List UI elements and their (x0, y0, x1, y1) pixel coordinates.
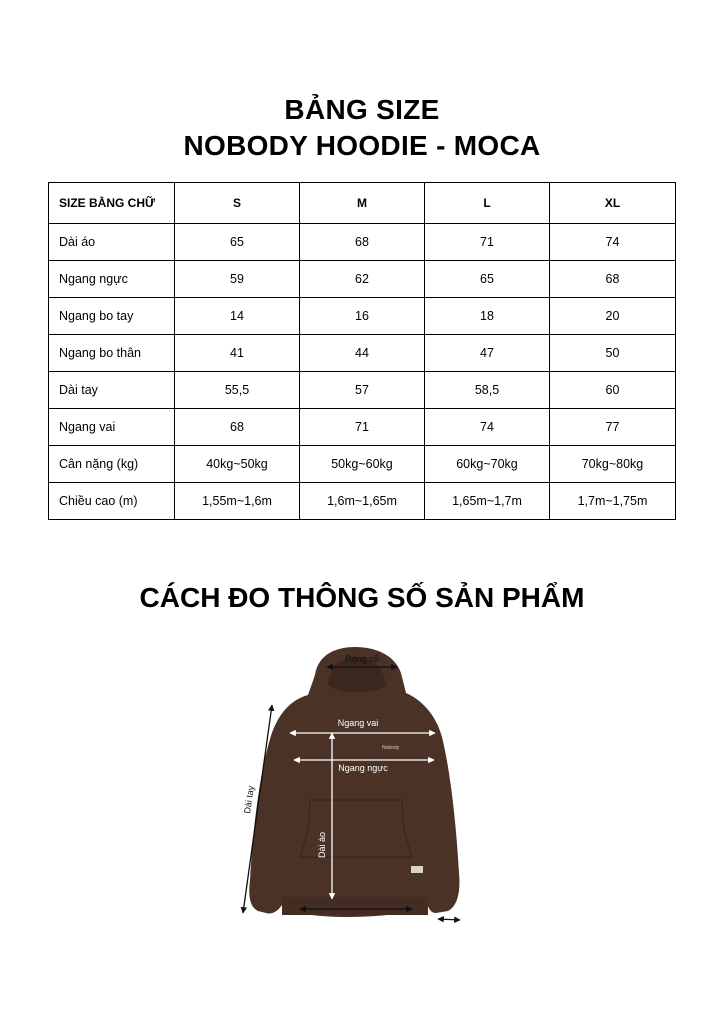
label-neck-width: Rộng cổ (345, 654, 379, 664)
table-cell: 65 (425, 261, 550, 298)
header-cell: S (175, 183, 300, 224)
table-row (49, 446, 676, 483)
brand-tag (411, 866, 423, 873)
table-cell: 16 (300, 298, 425, 335)
table-cell: 44 (300, 335, 425, 372)
table-cell: 77 (550, 409, 676, 446)
table-cell: 68 (175, 409, 300, 446)
table-cell: 60kg~70kg (425, 446, 550, 483)
label-shoulder-width: Ngang vai (337, 718, 379, 728)
cuff-width-arrow (438, 919, 460, 920)
row-label: Dài tay (49, 372, 175, 409)
table-cell: 55,5 (175, 372, 300, 409)
size-table (48, 182, 676, 520)
table-cell: 68 (300, 224, 425, 261)
table-cell: 62 (300, 261, 425, 298)
table-cell: 71 (300, 409, 425, 446)
table-cell: 68 (550, 261, 676, 298)
row-label: Ngang bo tay (49, 298, 175, 335)
header-cell: SIZE BẰNG CHỮ (49, 183, 175, 224)
header-cell: M (300, 183, 425, 224)
table-cell: 14 (175, 298, 300, 335)
table-cell: 50 (550, 335, 676, 372)
table-cell: 60 (550, 372, 676, 409)
table-cell: 65 (175, 224, 300, 261)
table-cell: 1,65m~1,7m (425, 483, 550, 520)
table-cell: 18 (425, 298, 550, 335)
table-cell: 1,55m~1,6m (175, 483, 300, 520)
table-cell: 71 (425, 224, 550, 261)
hoodie-illustration (249, 647, 459, 917)
row-label: Cân nặng (kg) (49, 446, 175, 483)
row-label: Ngang vai (49, 409, 175, 446)
hoodie-measurement-diagram (230, 645, 490, 945)
hem-band (282, 897, 428, 915)
chest-logo: Nobody (382, 745, 400, 751)
header-cell: L (425, 183, 550, 224)
table-row (49, 335, 676, 372)
row-label: Dài áo (49, 224, 175, 261)
table-cell: 57 (300, 372, 425, 409)
table-cell: 74 (550, 224, 676, 261)
table-row (49, 298, 676, 335)
table-cell: 47 (425, 335, 550, 372)
table-row (49, 224, 676, 261)
measure-guide-title: CÁCH ĐO THÔNG SỐ SẢN PHẨM (139, 582, 585, 613)
table-cell: 1,6m~1,65m (300, 483, 425, 520)
table-cell: 74 (425, 409, 550, 446)
table-cell: 50kg~60kg (300, 446, 425, 483)
table-header-row (49, 183, 676, 224)
table-cell: 70kg~80kg (550, 446, 676, 483)
row-label: Ngang ngực (49, 261, 175, 298)
label-body-length: Dài áo (317, 831, 327, 859)
table-row (49, 409, 676, 446)
label-sleeve-length: Dài tay (242, 785, 256, 815)
title-size-chart: BẢNG SIZE (284, 94, 440, 125)
table-row (49, 372, 676, 409)
header-cell: XL (550, 183, 676, 224)
row-label: Chiều cao (m) (49, 483, 175, 520)
table-cell: 58,5 (425, 372, 550, 409)
table-cell: 59 (175, 261, 300, 298)
label-chest-width: Ngang ngực (338, 763, 388, 773)
title-product-name: NOBODY HOODIE - MOCA (183, 130, 541, 161)
row-label: Ngang bo thân (49, 335, 175, 372)
table-row (49, 483, 676, 520)
table-cell: 20 (550, 298, 676, 335)
table-cell: 1,7m~1,75m (550, 483, 676, 520)
table-cell: 41 (175, 335, 300, 372)
table-row (49, 261, 676, 298)
table-cell: 40kg~50kg (175, 446, 300, 483)
